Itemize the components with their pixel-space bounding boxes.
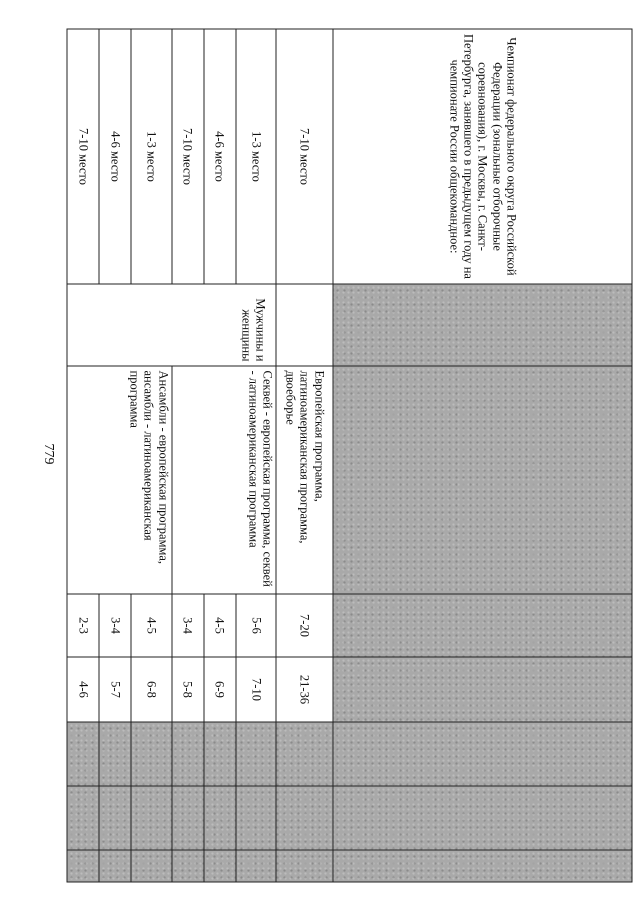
- place-cell: 4-6 место: [204, 29, 236, 284]
- place-cell: 1-3 место: [236, 29, 276, 284]
- shaded-cell: [67, 786, 99, 850]
- shaded-cell: [236, 722, 276, 786]
- page-number: 779: [41, 443, 56, 465]
- shaded-cell: [276, 850, 333, 882]
- shaded-cell: [204, 786, 236, 850]
- table-row: [131, 29, 171, 882]
- shaded-cell: [333, 850, 632, 882]
- age-group-b-cell: 5-7: [99, 657, 131, 722]
- age-group-a-cell: 4-5: [131, 594, 171, 657]
- age-group-a-cell: 7-20: [276, 594, 333, 657]
- program-cell: Секвей - европейская программа, секвей - латиноамериканская программа: [172, 366, 276, 594]
- shaded-cell: [99, 786, 131, 850]
- age-group-a-cell: 2-3: [67, 594, 99, 657]
- rotated-table-container: [67, 29, 633, 882]
- age-group-b-cell: 21-36: [276, 657, 333, 722]
- age-group-b-cell: 4-6: [67, 657, 99, 722]
- blank-cell: [276, 284, 333, 366]
- category-header-text: Чемпионат федерального округа Российской Федерации (зональные отборочные соревнования), г. Москвы, г. Санкт-Петербурга, занявшего в предыдущем году на чемпионате России общекомандное:: [447, 34, 519, 279]
- shaded-cell: [204, 850, 236, 882]
- age-group-a-cell: 3-4: [172, 594, 204, 657]
- age-group-b-cell: 7-10: [236, 657, 276, 722]
- place-cell: 7-10 место: [172, 29, 204, 284]
- shaded-cell: [333, 786, 632, 850]
- shaded-cell: [276, 786, 333, 850]
- age-group-b-cell: 5-8: [172, 657, 204, 722]
- shaded-cell: [131, 786, 171, 850]
- gender-cell: Мужчины и женщины: [67, 284, 276, 366]
- shaded-cell: [204, 722, 236, 786]
- category-header-cell: [333, 29, 632, 284]
- shaded-cell: [172, 722, 204, 786]
- place-cell: 1-3 место: [131, 29, 171, 284]
- shaded-cell: [276, 722, 333, 786]
- shaded-cell: [131, 850, 171, 882]
- shaded-cell: [333, 722, 632, 786]
- table-row-header: [333, 29, 632, 882]
- shaded-cell: [99, 850, 131, 882]
- shaded-cell: [99, 722, 131, 786]
- age-group-b-cell: 6-9: [204, 657, 236, 722]
- age-group-a-cell: 5-6: [236, 594, 276, 657]
- shaded-cell: [172, 786, 204, 850]
- age-group-b-cell: 6-8: [131, 657, 171, 722]
- shaded-cell: [131, 722, 171, 786]
- shaded-cell: [333, 284, 632, 366]
- results-table: [67, 29, 633, 883]
- table-row: [236, 29, 276, 882]
- shaded-cell: [67, 850, 99, 882]
- shaded-cell: [236, 850, 276, 882]
- shaded-cell: [333, 657, 632, 722]
- age-group-a-cell: 3-4: [99, 594, 131, 657]
- place-cell: 4-6 место: [99, 29, 131, 284]
- program-cell: Ансамбли - европейская программа, ансамбли - латиноамериканская программа: [67, 366, 172, 594]
- age-group-a-cell: 4-5: [204, 594, 236, 657]
- shaded-cell: [236, 786, 276, 850]
- program-cell: Европейская программа, латиноамериканская программа, двоеборье: [276, 366, 333, 594]
- shaded-cell: [333, 594, 632, 657]
- place-cell: 7-10 место: [276, 29, 333, 284]
- table-row: [276, 29, 333, 882]
- place-cell: 7-10 место: [67, 29, 99, 284]
- shaded-cell: [333, 366, 632, 594]
- shaded-cell: [67, 722, 99, 786]
- shaded-cell: [172, 850, 204, 882]
